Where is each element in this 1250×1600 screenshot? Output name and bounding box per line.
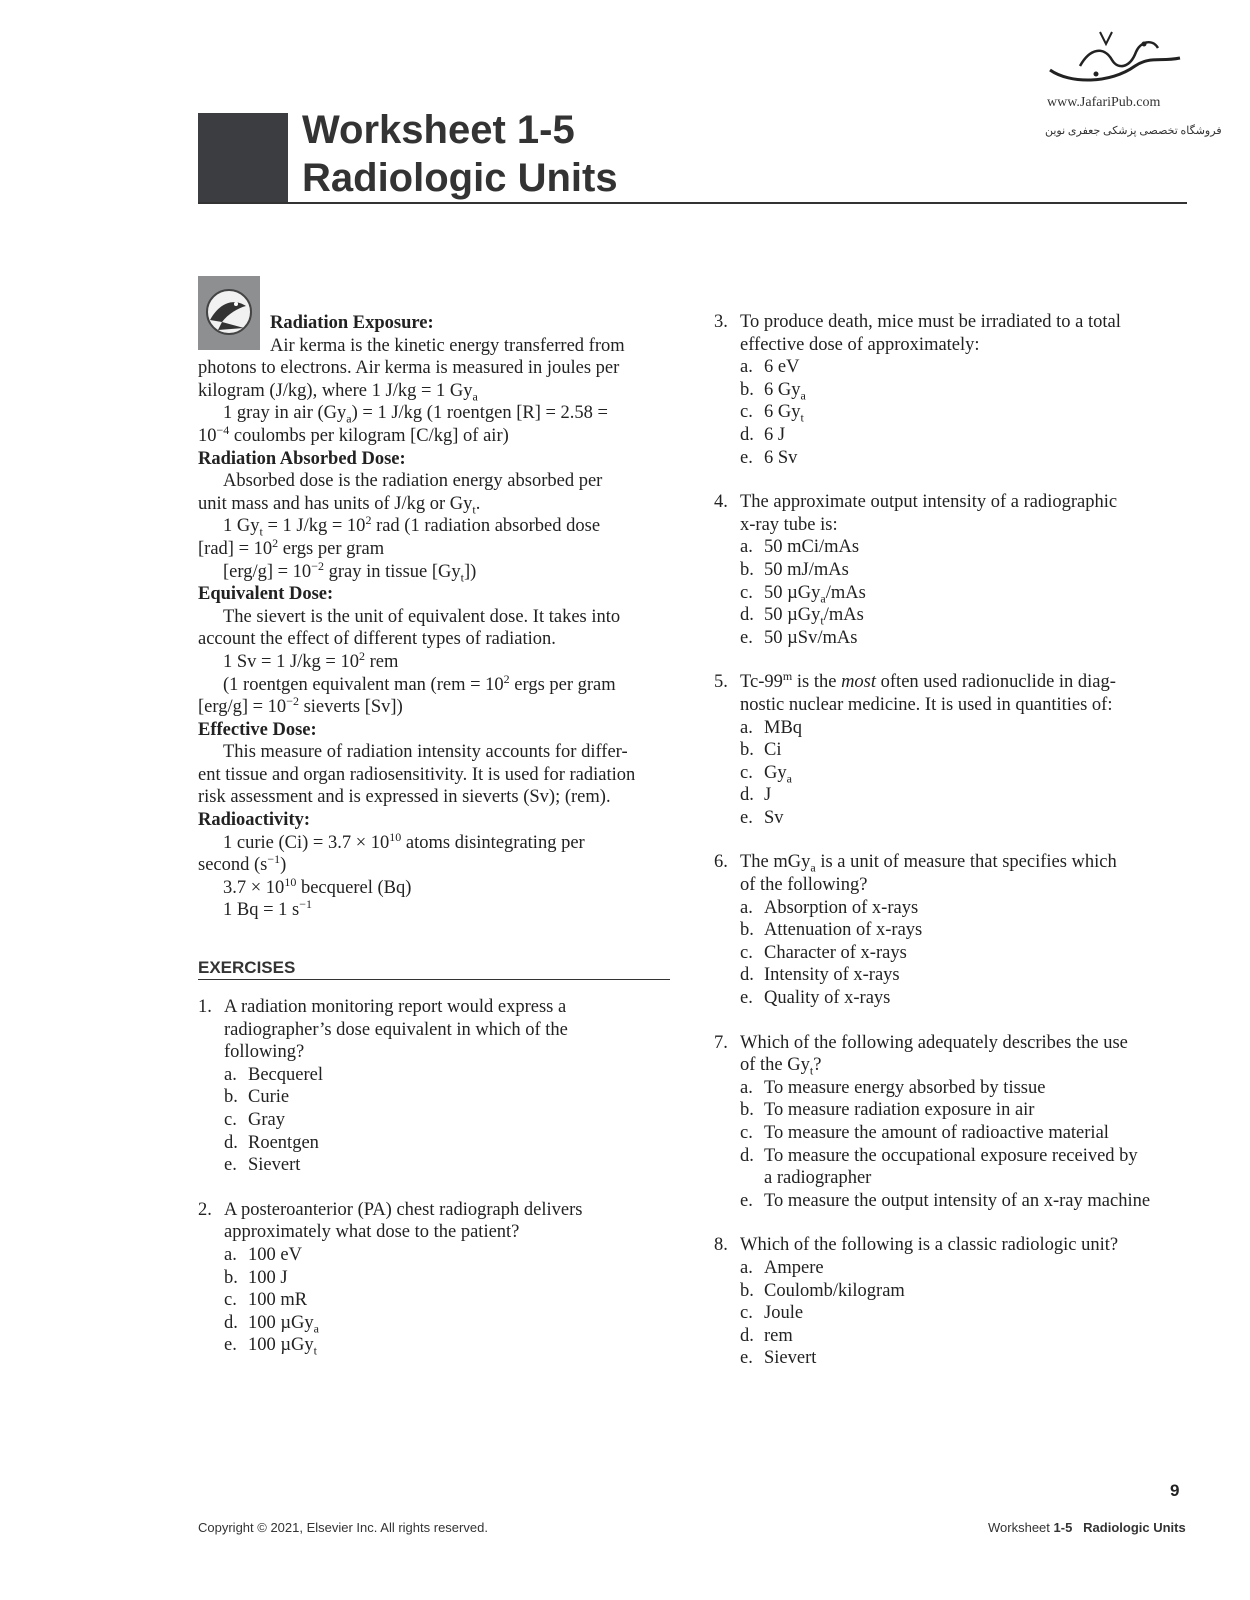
- left-column: [198, 312, 670, 1357]
- exposure-line-1: Air kerma is the kinetic energy transferred from: [270, 335, 625, 356]
- answer-option: a. 100 eV: [224, 1244, 302, 1265]
- equivalent-line-1: The sievert is the unit of equivalent dose. It takes into: [223, 606, 621, 627]
- question-number: 4.: [714, 492, 728, 513]
- equivalent-line-3: 1 Sv = 1 $J/kg = 10^2$ rem: [223, 648, 399, 672]
- exposure-line-4: 1 gray in air $(Gy_a) = 1$ J/kg (1 roentgen [R] = 2.58 =: [223, 403, 608, 427]
- answer-option: a. 50 mCi/mAs: [740, 537, 860, 558]
- equivalent-line-4: (1 roentgen equivalent man ($rem = 10^2$ ergs per gram: [223, 671, 616, 695]
- question-8: [714, 1234, 1190, 1370]
- exposure-line-2: photons to electrons. Air kerma is measured in joules per: [198, 358, 620, 379]
- question-5: [714, 671, 1190, 829]
- answer-option: a. Becquerel: [224, 1064, 323, 1085]
- question-text: effective dose of approximately:: [740, 334, 980, 355]
- page-number: 9: [1170, 1481, 1180, 1500]
- running-footer: Worksheet 1-5 Radiologic Units: [988, 1520, 1186, 1535]
- answer-option: a. Ampere: [740, 1257, 824, 1278]
- right-column: [714, 311, 1190, 1370]
- question-2: [198, 1199, 670, 1357]
- answer-option: e. 50 µSv/mAs: [740, 627, 858, 648]
- question-text: The mGy$_a$ is a unit of measure that specifies which: [740, 852, 1117, 876]
- worksheet-title-number: Worksheet 1-5: [302, 108, 575, 152]
- publisher-url: www.JafariPub.com: [1047, 95, 1161, 110]
- answer-option: c. 100 mR: [224, 1290, 308, 1311]
- question-3: [714, 311, 1190, 469]
- answer-option: d. 6 J: [740, 424, 786, 445]
- answer-option: a. MBq: [740, 717, 803, 738]
- question-number: 5.: [714, 672, 728, 693]
- answer-option: b. Ci: [740, 740, 782, 761]
- answer-option: c. Gray: [224, 1110, 285, 1130]
- question-text: x-ray tube is:: [740, 514, 838, 535]
- question-text: A posteroanterior (PA) chest radiograph delivers: [224, 1199, 583, 1220]
- radioactivity-line-3: $3.7 \times 10^{10}$ becquerel (Bq): [223, 874, 412, 898]
- effective-line-2: ent tissue and organ radiosensitivity. It is used for radiation: [198, 764, 636, 785]
- answer-option: b. 100 J: [224, 1267, 288, 1288]
- answer-option: d. Roentgen: [224, 1132, 319, 1153]
- equivalent-line-2: account the effect of different types of radiation.: [198, 629, 556, 650]
- answer-option: c. $Gy_a$: [740, 762, 792, 786]
- answer-option: b. 50 mJ/mAs: [740, 559, 849, 580]
- question-text: radiographer’s dose equivalent in which of the: [224, 1019, 568, 1040]
- heading-radiation-exposure: Radiation Exposure:: [270, 313, 434, 333]
- answer-option: d. rem: [740, 1325, 793, 1346]
- answer-option: e. Sievert: [740, 1348, 817, 1369]
- answer-option: a. Absorption of x-rays: [740, 897, 919, 918]
- heading-absorbed-dose: Radiation Absorbed Dose:: [198, 448, 406, 469]
- answer-option: d. Intensity of x-rays: [740, 965, 900, 986]
- answer-option: e. Sv: [740, 807, 784, 828]
- answer-option: e. 6 Sv: [740, 447, 798, 468]
- question-text: of the $Gy_t$?: [740, 1055, 822, 1078]
- absorbed-line-3: 1 $Gy_t = 1$ $J/kg = 10^2$ rad (1 radiation absorbed dose: [223, 513, 601, 540]
- answer-option: a. To measure energy absorbed by tissue: [740, 1077, 1046, 1098]
- question-text: Which of the following adequately describes the use: [740, 1032, 1128, 1053]
- answer-option: d. 100 µGy$_a$: [224, 1312, 319, 1336]
- question-number: 6.: [714, 852, 728, 873]
- answer-option: c. 50 µGy$_a$/mAs: [740, 582, 866, 606]
- effective-line-1: This measure of radiation intensity accounts for differ-: [223, 742, 628, 763]
- question-number: 7.: [714, 1032, 728, 1053]
- answer-option: d. J: [740, 785, 772, 806]
- answer-option: b. Coulomb/kilogram: [740, 1280, 905, 1301]
- answer-option: e. To measure the output intensity of an x-ray machine: [740, 1190, 1151, 1211]
- header-dark-block: [198, 113, 288, 203]
- header-rule: [198, 202, 1187, 204]
- answer-option: e. Quality of x-rays: [740, 988, 891, 1009]
- answer-option: c. To measure the amount of radioactive material: [740, 1123, 1109, 1143]
- radioactivity-line-4: 1 Bq = 1 $s^{-1}$: [223, 897, 313, 921]
- answer-option: c. Character of x-rays: [740, 942, 907, 963]
- question-6: [714, 851, 1190, 1009]
- absorbed-line-5: $[erg/g] = 10^{-2}$ gray in tissue $[Gy_t]$): [223, 558, 477, 585]
- exercises-heading: EXERCISES: [198, 957, 670, 980]
- heading-equivalent-dose: Equivalent Dose:: [198, 584, 334, 605]
- answer-option: e. Sievert: [224, 1155, 301, 1176]
- question-text: following?: [224, 1042, 305, 1063]
- heading-effective-dose: Effective Dose:: [198, 719, 317, 740]
- question-4: [714, 491, 1190, 649]
- question-text: The approximate output intensity of a radiographic: [740, 492, 1118, 513]
- absorbed-line-4: $[rad] = 10^2$ ergs per gram: [198, 535, 385, 559]
- equivalent-line-5: $[erg/g] = 10^{-2}$ sieverts [Sv]): [198, 693, 403, 718]
- answer-option: b. Curie: [224, 1087, 290, 1108]
- answer-option: b. To measure radiation exposure in air: [740, 1100, 1035, 1121]
- absorbed-line-1: Absorbed dose is the radiation energy absorbed per: [223, 471, 603, 492]
- worksheet-title: Radiologic Units: [302, 156, 618, 200]
- question-number: 1.: [198, 997, 212, 1018]
- question-text: A radiation monitoring report would express a: [224, 997, 567, 1018]
- heading-radioactivity: Radioactivity:: [198, 810, 311, 831]
- question-number: 2.: [198, 1199, 212, 1220]
- question-text: Tc-99$^m$ is the most often used radionuclide in diag-: [740, 669, 1116, 693]
- answer-option: c. 6 $Gy_t$: [740, 402, 804, 426]
- answer-option: c. Joule: [740, 1303, 804, 1324]
- answer-option: b. 6 $Gy_a$: [740, 379, 806, 403]
- question-number: 3.: [714, 312, 728, 332]
- absorbed-line-2: unit mass and has units of J/kg or $Gy_t$.: [198, 493, 481, 517]
- exposure-line-3: kilogram (J/kg), where 1 J/kg = 1 $Gy_a$: [198, 380, 478, 404]
- answer-option: b. Attenuation of x-rays: [740, 920, 923, 941]
- question-text: nostic nuclear medicine. It is used in quantities of:: [740, 694, 1113, 715]
- calligraphy-logo-icon: [1040, 22, 1190, 94]
- publisher-subtitle: فروشگاه تخصصی پزشکی جعفری نوین: [1045, 125, 1222, 137]
- answer-option: d. 50 µGy$_t$/mAs: [740, 605, 864, 628]
- radioactivity-line-1: 1 curie $(Ci) = 3.7 \times 10^{10}$ atoms disintegrating per: [223, 829, 585, 853]
- answer-option: e. 100 µGy$_t$: [224, 1335, 317, 1359]
- question-text: To produce death, mice must be irradiated to a total: [740, 312, 1121, 332]
- radioactivity-line-2: second $(s^{-1})$: [198, 852, 287, 876]
- question-text: of the following?: [740, 875, 868, 896]
- question-text: Which of the following is a classic radiologic unit?: [740, 1235, 1119, 1256]
- question-number: 8.: [714, 1235, 728, 1256]
- question-7: [714, 1032, 1190, 1213]
- answer-option: a. 6 eV: [740, 357, 800, 378]
- copyright-notice: Copyright © 2021, Elsevier Inc. All rights reserved.: [198, 1520, 488, 1535]
- exposure-line-5: $10^{-4}$ coulombs per kilogram [C/kg] of air): [198, 422, 509, 446]
- effective-line-3: risk assessment and is expressed in sieverts (Sv); (rem).: [198, 787, 611, 808]
- question-1: [198, 996, 670, 1177]
- answer-option: d. To measure the occupational exposure received by a radiographer: [740, 1145, 1138, 1189]
- question-text: approximately what dose to the patient?: [224, 1222, 520, 1243]
